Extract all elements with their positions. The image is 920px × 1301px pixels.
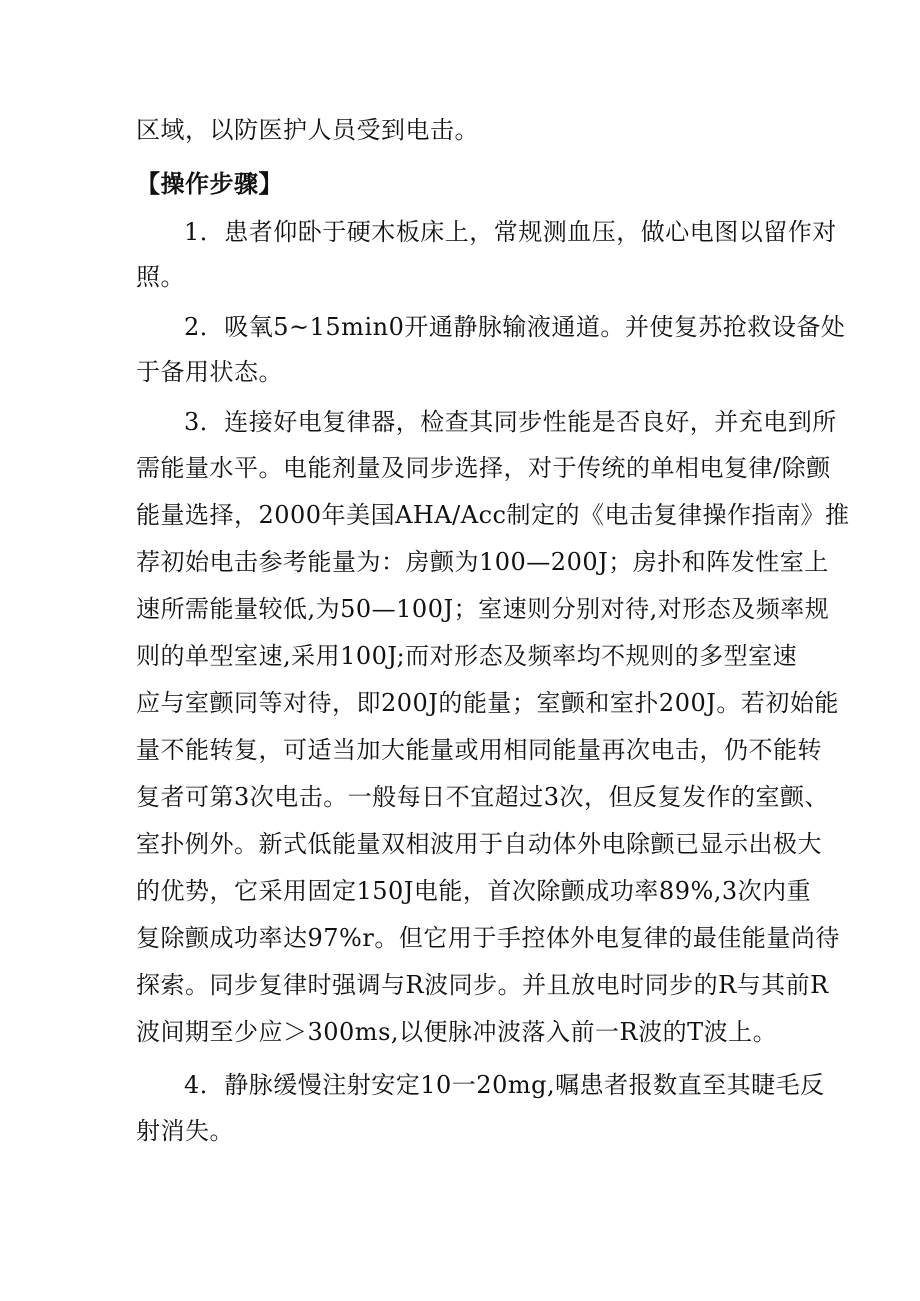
step-3-line-3: 能量选择，2000年美国AHA/Acc制定的《电击复律操作指南》推 [136, 501, 850, 529]
section-heading-procedure: 【操作步骤】 [136, 169, 283, 198]
step-3-line-14: 波间期至少应＞300ms,以便脉冲波落入前一R波的T波上。 [136, 1018, 778, 1046]
text-line-area-continuation: 区域，以防医护人员受到电击。 [136, 116, 479, 144]
step-1-line-2: 照。 [136, 263, 185, 291]
step-3-line-5: 速所需能量较低,为50—100J；室速则分别对待,对形态及频率规 [136, 595, 830, 623]
step-2-line-2: 于备用状态。 [136, 358, 283, 386]
step-3-line-2: 需能量水平。电能剂量及同步选择，对于传统的单相电复律/除颤 [136, 454, 831, 482]
step-3-line-12: 复除颤成功率达97%r。但它用于手控体外电复律的最佳能量尚待 [136, 924, 840, 952]
step-2-line-1: 2．吸氧5~15min0开通静脉输液通道。并使复苏抢救设备处 [184, 313, 846, 341]
step-3-line-4: 荐初始电击参考能量为：房颤为100—200J；房扑和阵发性室上 [136, 548, 829, 576]
step-3-line-8: 量不能转复，可适当加大能量或用相同能量再次电击，仍不能转 [136, 736, 822, 764]
step-3-line-10: 室扑例外。新式低能量双相波用于自动体外电除颤已显示出极大 [136, 830, 822, 858]
step-3-line-11: 的优势，它采用固定150J电能，首次除颤成功率89%,3次内重 [136, 877, 812, 905]
step-3-line-7: 应与室颤同等对待，即200J的能量；室颤和室扑200J。若初始能 [136, 689, 839, 717]
step-4-line-1: 4．静脉缓慢注射安定10一20mg,嘱患者报数直至其睫毛反 [184, 1071, 825, 1099]
step-4-line-2: 射消失。 [136, 1117, 234, 1145]
step-3-line-13: 探索。同步复律时强调与R波同步。并且放电时同步的R与其前R [136, 971, 829, 999]
step-3-line-6: 则的单型室速,采用100J;而对形态及频率均不规则的多型室速 [136, 642, 798, 670]
step-3-line-1: 3．连接好电复律器，检查其同步性能是否良好，并充电到所 [184, 408, 837, 436]
step-1-line-1: 1．患者仰卧于硬木板床上，常规测血压，做心电图以留作对 [184, 218, 837, 246]
step-3-line-9: 复者可第3次电击。一般每日不宜超过3次，但反复发作的室颤、 [136, 783, 830, 811]
